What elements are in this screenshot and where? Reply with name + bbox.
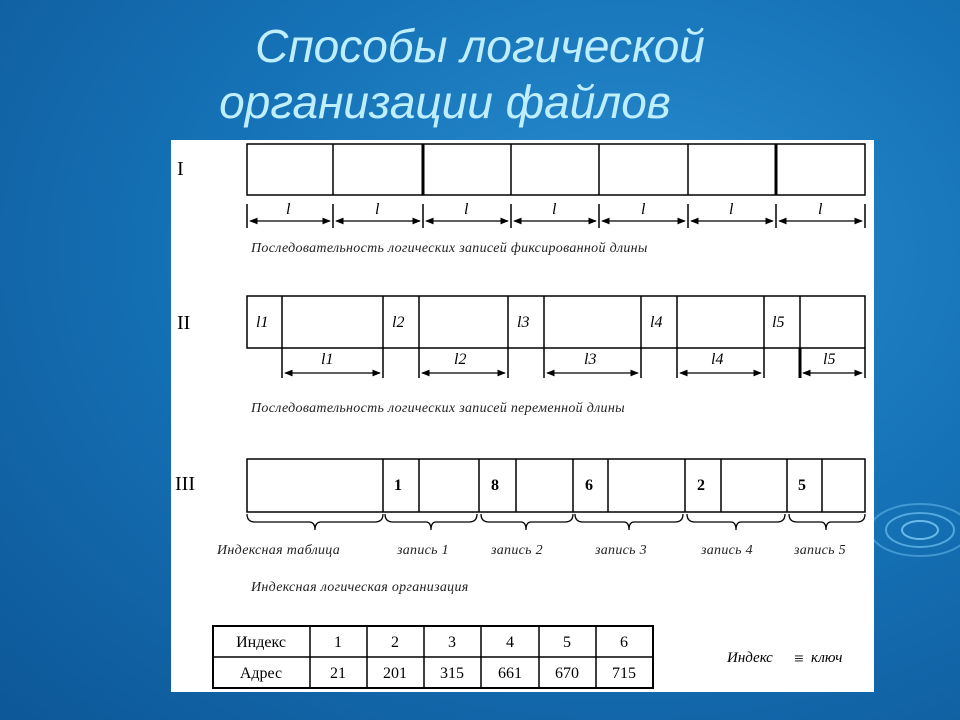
note-equivalence: ≡ — [793, 649, 805, 668]
length-l4: l4 — [711, 351, 724, 368]
table-index-cell: 3 — [448, 634, 456, 651]
indexed-records-strip — [247, 459, 865, 512]
index-key-note — [726, 649, 842, 668]
length-label-7: l — [818, 201, 823, 218]
key-record-3: 6 — [585, 477, 593, 494]
record-5-label: запись 5 — [794, 543, 846, 558]
section-2-caption: Последовательность логических записей переменной длины — [251, 401, 625, 416]
length-label-5: l — [641, 201, 646, 218]
table-address-cell: 201 — [383, 665, 407, 682]
table-index-cell: 6 — [620, 634, 628, 651]
length-l5: l5 — [823, 351, 836, 368]
section-3-roman: III — [175, 473, 195, 495]
table-address-cell: 715 — [612, 665, 636, 682]
table-header-index: Индекс — [236, 634, 286, 651]
length-label-2: l — [375, 201, 380, 218]
cell-l4: l4 — [650, 314, 663, 331]
diagram-panel — [171, 140, 874, 692]
fixed-length-labels — [286, 201, 823, 218]
length-label-1: l — [286, 201, 291, 218]
cell-l2: l2 — [392, 314, 405, 331]
key-record-5: 5 — [798, 477, 806, 494]
length-label-6: l — [729, 201, 734, 218]
file-organization-diagram — [171, 140, 874, 692]
table-address-cell: 21 — [330, 665, 346, 682]
record-brace-labels — [216, 543, 846, 558]
section-1-roman: I — [177, 158, 184, 180]
table-index-cell: 1 — [334, 634, 342, 651]
slide-title — [0, 18, 960, 130]
length-l1: l1 — [321, 351, 334, 368]
variable-length-cells — [256, 314, 784, 331]
table-address-cell: 670 — [555, 665, 579, 682]
variable-length-labels — [321, 351, 835, 368]
section-1-caption: Последовательность логических записей фиксированной длины — [251, 241, 648, 256]
table-header-address: Адрес — [239, 665, 283, 682]
note-key: ключ — [811, 650, 843, 666]
length-label-3: l — [464, 201, 469, 218]
record-3-label: запись 3 — [595, 543, 647, 558]
index-address-table — [213, 626, 653, 688]
title-line-2: организации файлов — [219, 76, 671, 128]
variable-length-markers — [282, 348, 865, 378]
length-label-4: l — [552, 201, 557, 218]
key-record-2: 8 — [491, 477, 499, 494]
table-index-cell: 4 — [506, 634, 514, 651]
record-2-label: запись 2 — [491, 543, 543, 558]
record-4-label: запись 4 — [701, 543, 753, 558]
record-keys — [394, 477, 806, 494]
table-index-cell: 5 — [563, 634, 571, 651]
key-record-4: 2 — [697, 477, 705, 494]
ripple-decoration — [860, 470, 960, 590]
section-2-roman: II — [177, 312, 191, 334]
record-braces — [247, 514, 865, 530]
length-l2: l2 — [454, 351, 467, 368]
key-record-1: 1 — [394, 477, 402, 494]
cell-l1: l1 — [256, 314, 269, 331]
note-index: Индекс — [727, 650, 773, 666]
table-address-cell: 315 — [440, 665, 464, 682]
title-line-1: Способы логической — [255, 20, 705, 72]
cell-l5: l5 — [772, 314, 785, 331]
cell-l3: l3 — [517, 314, 530, 331]
table-address-cell: 661 — [498, 665, 522, 682]
length-l3: l3 — [584, 351, 597, 368]
table-index-cell: 2 — [391, 634, 399, 651]
section-3-caption: Индексная логическая организация — [251, 580, 469, 595]
record-1-label: запись 1 — [397, 543, 449, 558]
index-table-label: Индексная таблица — [217, 543, 341, 558]
fixed-records-strip — [247, 144, 865, 195]
